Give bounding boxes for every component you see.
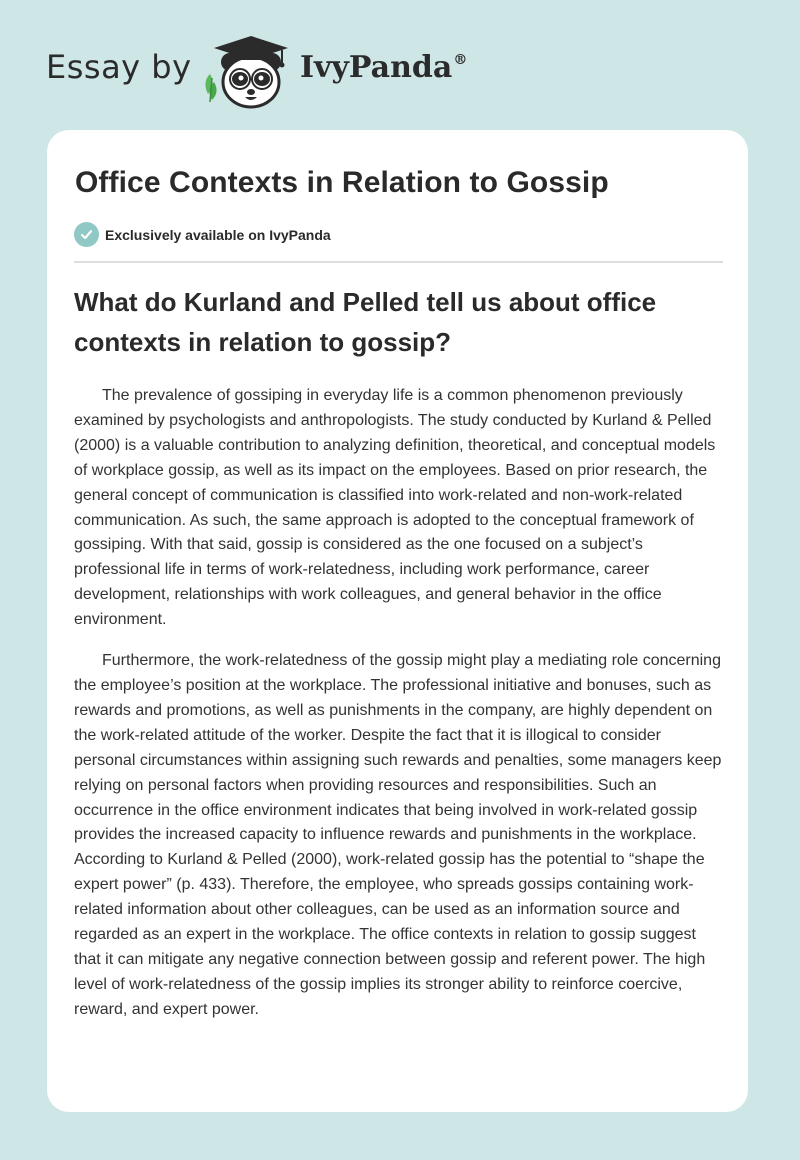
article-body bbox=[74, 384, 724, 1039]
divider bbox=[74, 261, 723, 263]
brand-name[interactable] bbox=[300, 50, 467, 85]
site-header bbox=[46, 32, 506, 112]
panda-graduate-icon[interactable] bbox=[198, 32, 298, 112]
check-circle-icon bbox=[74, 222, 99, 247]
exclusive-badge bbox=[74, 222, 331, 247]
paragraph: Furthermore, the work-relatedness of the gossip might play a mediating role concerning the employee’s position at the workplace. The professional initiative and bonuses, such as rewards and promotions, as well as punishments in the company, are highly dependent on the work-related attitude of the worker. Despite the fact that it is illogical to consider personal circumstances within assigning such rewards and penalties, some managers keep relying on personal factors when providing resources and responsibilities. Such an occurrence in the office environment indicates that being involved in work-related gossip provides the increased capacity to influence rewards and punishments in the workplace. According to Kurland & Pelled (2000), work-related gossip has the potential to “shape the expert power” (p. 433). Therefore, the employee, who spreads gossips containing work-related information about other colleagues, can be used as an information source and regarded as an expert in the workplace. The office contexts in relation to gossip suggest that it can mitigate any negative connection between gossip and referent power. The high level of work-relatedness of the gossip implies its stronger ability to reinforce coercive, reward, and expert power. bbox=[74, 652, 722, 1018]
article-card bbox=[47, 130, 748, 1112]
essay-by-label: Essay by bbox=[46, 48, 192, 86]
paragraph: The prevalence of gossiping in everyday life is a common phenomenon previously examined by psychologists and anthropologists. The study conducted by Kurland & Pelled (2000) is a valuable contribution to analyzing definition, theoretical, and conceptual models of workplace gossip, as well as its impact on the employees. Based on prior research, the general concept of communication is classified into work-related and non-work-related communication. As such, the same approach is adopted to the conceptual framework of gossiping. With that said, gossip is considered as the one focused on a subject’s professional life in terms of work-relatedness, including work performance, career development, relationships with work colleagues, and general behavior in the office environment. bbox=[74, 387, 716, 629]
exclusive-label: Exclusively available on IvyPanda bbox=[105, 226, 331, 243]
section-heading: What do Kurland and Pelled tell us about office contexts in relation to gossip? bbox=[74, 287, 657, 357]
brand-text: IvyPanda bbox=[300, 50, 453, 85]
registered-mark: ® bbox=[453, 52, 468, 68]
page-title: Office Contexts in Relation to Gossip bbox=[75, 166, 609, 199]
